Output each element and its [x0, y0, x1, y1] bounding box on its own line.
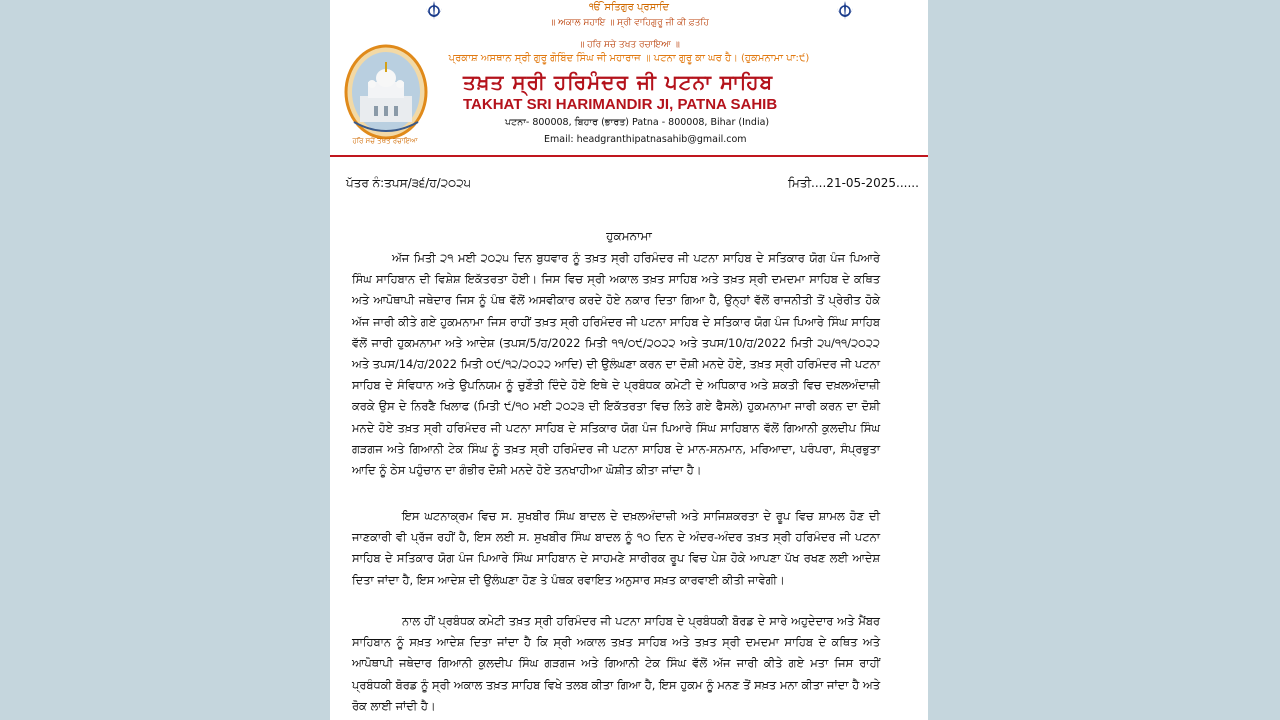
body-paragraph: ਇਸ ਘਟਨਾਕ੍ਰਮ ਵਿਚ ਸ. ਸੁਖਬੀਰ ਸਿੰਘ ਬਾਦਲ ਦੇ ਦਖ਼ਲਅੰਦਾਜ਼ੀ ਅਤੇ ਸਾਜਿਸ਼ਕਰਤਾ ਦੇ ਰੂਪ ਵਿਚ ਸ਼ਾਮਲ ਹੋਣ ਦੀ ਜਾਣਕਾਰੀ ਵੀ ਪ੍ਰੱਜ ਰਹੀਂ ਹੈ, ਇਸ ਲਈ ਸ. ਸੁਖਬੀਰ ਸਿੰਘ ਬਾਦਲ ਨੂੰ ੧੦ ਦਿਨ ਦੇ ਅੰਦਰ-ਅੰਦਰ ਤਖ਼ਤ ਸ੍ਰੀ ਹਰਿਮੰਦਰ ਜੀ ਪਟਨਾ ਸਾਹਿਬ ਦੇ ਸਤਿਕਾਰ ਯੋਗ ਪੰਜ ਪਿਆਰੇ ਸਿੰਘ ਸਾਹਿਬਾਨ ਦੇ ਸਾਹਮਣੇ ਸਾਰੀਰਕ ਰੂਪ ਵਿਚ ਪੇਸ਼ ਹੋਕੇ ਆਪਣਾ ਪੱਖ ਰਖਣ ਲਈ ਆਦੇਸ਼ ਦਿਤਾ ਜਾਂਦਾ ਹੈ, ਇਸ ਆਦੇਸ਼ ਦੀ ਉਲੰਘਣਾ ਹੋਣ ਤੇ ਪੰਥਕ ਰਵਾਇਤ ਅਨੁਸਾਰ ਸਖ਼ਤ ਕਾਰਵਾਈ ਕੀਤੀ ਜਾਵੇਗੀ।: [352, 509, 880, 587]
title-english: TAKHAT SRI HARIMANDIR JI, PATNA SAHIB: [463, 96, 778, 113]
email-line: Email: headgranthipatnasahib@gmail.com: [544, 134, 747, 145]
title-punjabi: ਤਖ਼ਤ ਸ੍ਰੀ ਹਰਿਮੰਦਰ ਜੀ ਪਟਨਾ ਸਾਹਿਬ: [463, 70, 774, 94]
document-heading: ਹੁਕਮਨਾਮਾ: [606, 229, 652, 243]
slogan-line-2: ॥ ਹਰਿ ਸਚੇ ਤਖਤ ਰਚਾਇਆ ॥: [578, 40, 680, 50]
body-paragraph: ਅੱਜ ਮਿਤੀ ੨੧ ਮਈ ੨੦੨੫ ਦਿਨ ਬੁਧਵਾਰ ਨੂੰ ਤਖ਼ਤ ਸ੍ਰੀ ਹਰਿਮੰਦਰ ਜੀ ਪਟਨਾ ਸਾਹਿਬ ਦੇ ਸਤਿਕਾਰ ਯੋਗ ਪੰਜ ਪਿਆਰੇ ਸਿੰਘ ਸਾਹਿਬਾਨ ਦੀ ਵਿਸ਼ੇਸ਼ ਇਕੱਤਰਤਾ ਹੋਈ। ਜਿਸ ਵਿਚ ਸ੍ਰੀ ਅਕਾਲ ਤਖ਼ਤ ਸਾਹਿਬ ਅਤੇ ਤਖ਼ਤ ਸ੍ਰੀ ਦਮਦਮਾ ਸਾਹਿਬ ਦੇ ਕਥਿਤ ਅਤੇ ਆਪੋਥਾਪੀ ਜਥੇਦਾਰ ਜਿਸ ਨੂੰ ਪੰਥ ਵੱਲੋਂ ਅਸਵੀਕਾਰ ਕਰਦੇ ਹੋਏ ਨਕਾਰ ਦਿਤਾ ਗਿਆ ਹੈ, ਉਨ੍ਹਾਂ ਵੱਲੋਂ ਰਾਜਨੀਤੀ ਤੋਂ ਪ੍ਰੇਰੀਤ ਹੋਕੇ ਅੱਜ ਜਾਰੀ ਕੀਤੇ ਗਏ ਹੁਕਮਨਾਮਾ ਜਿਸ ਰਾਹੀਂ ਤਖ਼ਤ ਸ੍ਰੀ ਹਰਿਮੰਦਰ ਜੀ ਪਟਨਾ ਸਾਹਿਬ ਦੇ ਸਤਿਕਾਰ ਯੋਗ ਪੰਜ ਪਿਆਰੇ ਸਿੰਘ ਸਾਹਿਬ ਵੱਲੋਂ ਜਾਰੀ ਹੁਕਮਨਾਮਾ ਅਤੇ ਆਦੇਸ਼ (ਤਪਸ/5/ਹ/2022 ਮਿਤੀ ੧੧/੦੯/੨੦੨੨ ਅਤੇ ਤਪਸ/10/ਹ/2022 ਮਿਤੀ ੨੫/੧੧/੨੦੨੨ ਅਤੇ ਤਪਸ/14/ਹ/2022 ਮਿਤੀ ੦੯/੧੨/੨੦੨੨ ਆਦਿ) ਦੀ ਉਲੰਘਣਾ ਕਰਨ ਦਾ ਦੋਸ਼ੀ ਮਨਦੇ ਹੋਏ, ਤਖ਼ਤ ਸ੍ਰੀ ਹਰਿਮੰਦਰ ਜੀ ਪਟਨਾ ਸਾਹਿਬ ਦੇ ਸੰਵਿਧਾਨ ਅਤੇ ਉਪਨਿਯਮ ਨੂੰ ਚੁਣੌਤੀ ਦਿੰਦੇ ਹੋਏ ਇਥੇ ਦੇ ਪ੍ਰਬੰਧਕ ਕਮੇਟੀ ਦੇ ਅਧਿਕਾਰ ਅਤੇ ਸ਼ਕਤੀ ਵਿਚ ਦਖ਼ਲਅੰਦਾਜ਼ੀ ਕਰਕੇ ਉਸ ਦੇ ਨਿਰਣੈ ਖਿਲਾਫ (ਮਿਤੀ ੯/੧੦ ਮਈ ੨੦੨੩ ਦੀ ਇਕੱਤਰਤਾ ਵਿਚ ਲਿਤੇ ਗਏ ਫੈਸਲੇ) ਹੁਕਮਨਾਮਾ ਜਾਰੀ ਕਰਨ ਦਾ ਦੋਸ਼ੀ ਮਨਦੇ ਹੋਏ ਤਖ਼ਤ ਸ੍ਰੀ ਹਰਿਮੰਦਰ ਜੀ ਪਟਨਾ ਸਾਹਿਬ ਦੇ ਸਤਿਕਾਰ ਯੋਗ ਪੰਜ ਪਿਆਰੇ ਸਿੰਘ ਸਾਹਿਬਾਨ ਵੱਲੋਂ ਗਿਆਨੀ ਕੁਲਦੀਪ ਸਿੰਘ ਗੜਗਜ ਅਤੇ ਗਿਆਨੀ ਟੇਕ ਸਿੰਘ ਨੂੰ ਤਖ਼ਤ ਸ੍ਰੀ ਹਰਿਮੰਦਰ ਜੀ ਪਟਨਾ ਸਾਹਿਬ ਦੇ ਮਾਨ-ਸਨਮਾਨ, ਮਰਿਆਦਾ, ਪਰੰਪਰਾ, ਸੰਪ੍ਰਭੁਤਾ ਆਦਿ ਨੂੰ ਠੇਸ ਪਹੁੰਚਾਨ ਦਾ ਗੰਭੀਰ ਦੋਸ਼ੀ ਮਨਦੇ ਹੋਏ ਤਨਖਾਹੀਆ ਘੋਸ਼ੀਤ ਕੀਤਾ ਜਾਂਦਾ ਹੈ।: [352, 251, 880, 478]
slogan-line: ॥ ਅਕਾਲ ਸਹਾਇ ॥ ਸ੍ਰੀ ਵਾਹਿਗੁਰੂ ਜੀ ਕੀ ਫ਼ਤਹਿ: [549, 18, 709, 28]
address-line: ਪਟਨਾ- 800008, ਬਿਹਾਰ (ਭਾਰਤ) Patna - 800008, Bihar (India): [505, 117, 770, 128]
header-divider: [330, 155, 928, 157]
mool-mantar: ੴ ਸਤਿਗੁਰ ਪ੍ਰਸਾਦਿ: [589, 2, 669, 13]
body-paragraph: ਨਾਲ ਹੀਂ ਪ੍ਰਬੰਧਕ ਕਮੇਟੀ ਤਖ਼ਤ ਸ੍ਰੀ ਹਰਿਮੰਦਰ ਜੀ ਪਟਨਾ ਸਾਹਿਬ ਦੇ ਪ੍ਰਬੰਧਕੀ ਬੋਰਡ ਦੇ ਸਾਰੇ ਅਹੁਦੇਦਾਰ ਅਤੇ ਮੈਂਬਰ ਸਾਹਿਬਾਨ ਨੂੰ ਸਖ਼ਤ ਆਦੇਸ਼ ਦਿਤਾ ਜਾਂਦਾ ਹੈ ਕਿ ਸ੍ਰੀ ਅਕਾਲ ਤਖ਼ਤ ਸਾਹਿਬ ਅਤੇ ਤਖ਼ਤ ਸ੍ਰੀ ਦਮਦਮਾ ਸਾਹਿਬ ਦੇ ਕਥਿਤ ਅਤੇ ਆਪੋਥਾਪੀ ਜਥੇਦਾਰ ਗਿਆਨੀ ਕੁਲਦੀਪ ਸਿੰਘ ਗੜਗਜ ਅਤੇ ਗਿਆਨੀ ਟੇਕ ਸਿੰਘ ਵੱਲੋਂ ਅੱਜ ਜਾਰੀ ਕੀਤੇ ਗਏ ਮਤਾ ਜਿਸ ਰਾਹੀਂ ਪ੍ਰਬੰਧਕੀ ਬੋਰਡ ਨੂੰ ਸ੍ਰੀ ਅਕਾਲ ਤਖ਼ਤ ਸਾਹਿਬ ਵਿਖੇ ਤਲਬ ਕੀਤਾ ਗਿਆ ਹੈ, ਇਸ ਹੁਕਮ ਨੂੰ ਮਨਣ ਤੋਂ ਸਖ਼ਤ ਮਨਾ ਕੀਤਾ ਜਾਂਦਾ ਹੈ ਅਤੇ ਰੋਕ ਲਾਈ ਜਾਂਦੀ ਹੈ।: [352, 614, 880, 713]
prakash-line: ਪ੍ਰਕਾਸ਼ ਅਸਥਾਨ ਸ੍ਰੀ ਗੁਰੂ ਗੋਬਿੰਦ ਸਿੰਘ ਜੀ ਮਹਾਰਾਜ ॥ ਪਟਨਾ ਗੁਰੂ ਕਾ ਘਰ ਹੈ। (ਹੁਕਮਨਾਮਾ ਪਾ:੯): [448, 53, 810, 64]
letter-date: ਮਿਤੀ....21-05-2025......: [788, 176, 919, 190]
emblem-caption: ਹਰਿ ਸਚੇ ਤਖਤ ਰਚਾਇਆ: [352, 137, 418, 145]
gurdwara-emblem: [344, 44, 428, 144]
letterhead-document: [330, 0, 928, 720]
letter-number: ਪੱਤਰ ਨੰ:ਤਪਸ/੩੬/ਹ/੨੦੨੫: [346, 176, 471, 190]
